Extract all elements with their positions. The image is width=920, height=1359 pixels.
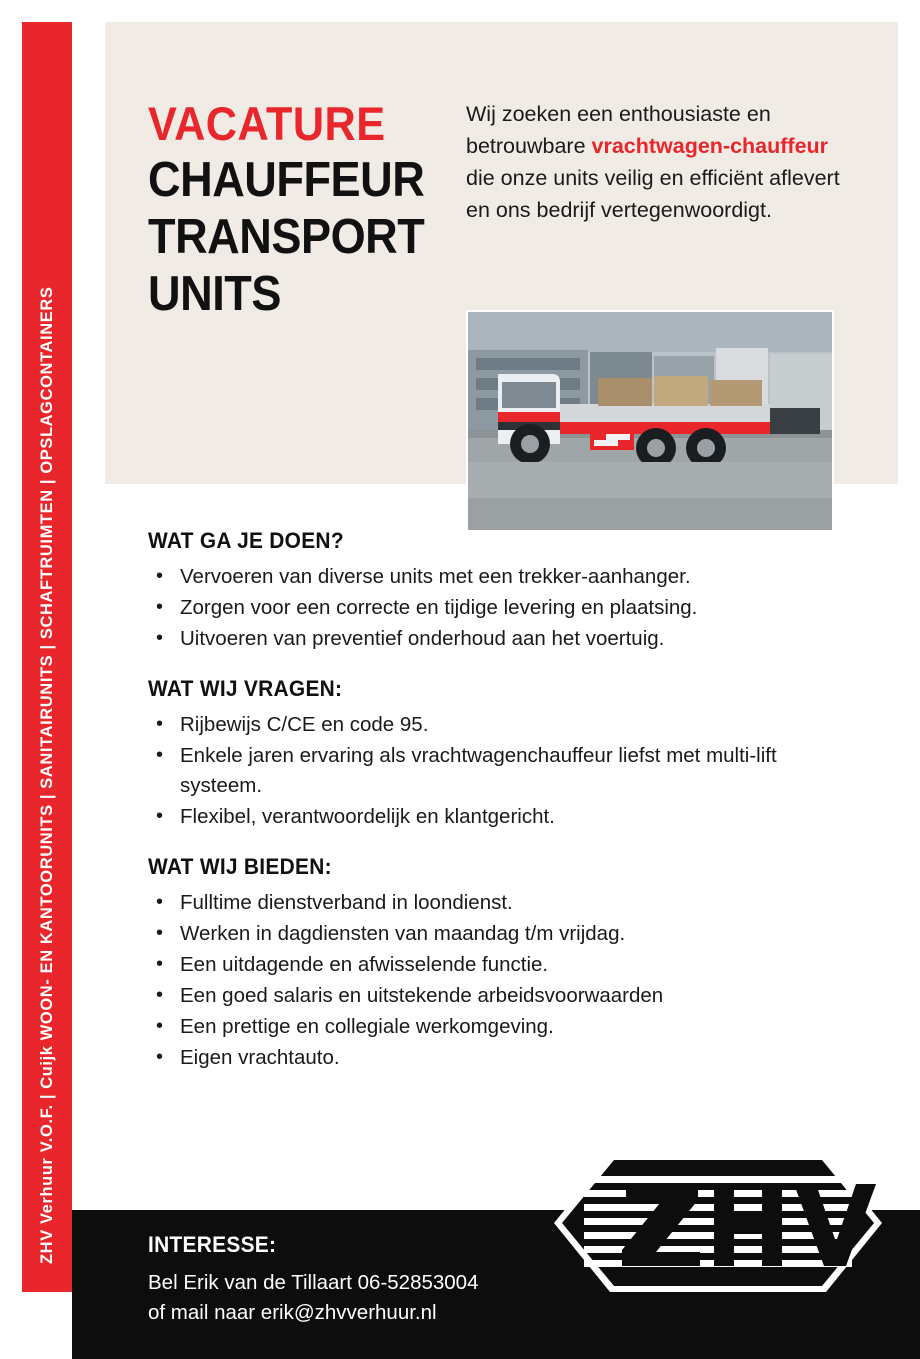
footer-title: INTERESSE:	[148, 1232, 277, 1257]
headline-units: UNITS	[148, 267, 281, 321]
list-item: • Een goed salaris en uitstekende arbeidsvoorwaarden	[148, 981, 848, 1011]
footer-contact	[148, 1232, 668, 1328]
list-item: • Vervoeren van diverse units met een trekker-aanhanger.	[148, 562, 848, 592]
bullet-list	[148, 888, 848, 1073]
list-item: • Uitvoeren van preventief onderhoud aan het voertuig.	[148, 624, 848, 654]
intro-part2: die onze units veilig en efficiënt aflevert en ons bedrijf vertegenwoordigt.	[466, 166, 840, 222]
footer-email-line: of mail naar erik@zhvverhuur.nl	[148, 1301, 437, 1324]
list-item: • Flexibel, verantwoordelijk en klantgericht.	[148, 802, 848, 832]
list-item: • Fulltime dienstverband in loondienst.	[148, 888, 848, 918]
list-item: • Een prettige en collegiale werkomgeving.	[148, 1012, 848, 1042]
intro-paragraph	[466, 98, 851, 226]
section-wat-ga-je-doen	[148, 528, 848, 654]
list-item: • Een uitdagende en afwisselende functie.	[148, 950, 848, 980]
intro-part1: Wij zoeken een enthousiaste en betrouwbare	[466, 102, 771, 158]
headline-transport: TRANSPORT	[148, 210, 425, 264]
section-title: WAT WIJ BIEDEN:	[148, 854, 332, 879]
headline-chauffeur: CHAUFFEUR	[148, 153, 425, 207]
list-item: • Werken in dagdiensten van maandag t/m vrijdag.	[148, 919, 848, 949]
bullet-list	[148, 710, 848, 832]
section-wat-wij-vragen	[148, 676, 848, 832]
side-bar-text: ZHV Verhuur V.O.F. | Cuijk WOON- EN KANTOORUNITS | SANITAIRUNITS | SCHAFTRUIMTEN | OPSLAGCONTAINERS	[38, 286, 56, 1264]
list-item: • Rijbewijs C/CE en code 95.	[148, 710, 848, 740]
footer-phone-line: Bel Erik van de Tillaart 06-52853004	[148, 1271, 479, 1294]
list-item: • Eigen vrachtauto.	[148, 1043, 848, 1073]
truck-photo	[466, 310, 834, 532]
intro-highlight: vrachtwagen-chauffeur	[591, 134, 829, 158]
list-item: • Zorgen voor een correcte en tijdige levering en plaatsing.	[148, 593, 848, 623]
list-item: • Enkele jaren ervaring als vrachtwagenchauffeur liefst met multi-lift systeem.	[148, 741, 848, 801]
headline-vacature: VACATURE	[148, 97, 386, 150]
section-title: WAT GA JE DOEN?	[148, 528, 344, 553]
bullet-list	[148, 562, 848, 654]
section-wat-wij-bieden	[148, 854, 848, 1073]
page-title	[148, 95, 438, 323]
section-title: WAT WIJ VRAGEN:	[148, 676, 343, 701]
truck-photo-illustration	[468, 312, 832, 530]
content-sections	[148, 528, 848, 1095]
side-bar	[22, 22, 72, 1292]
